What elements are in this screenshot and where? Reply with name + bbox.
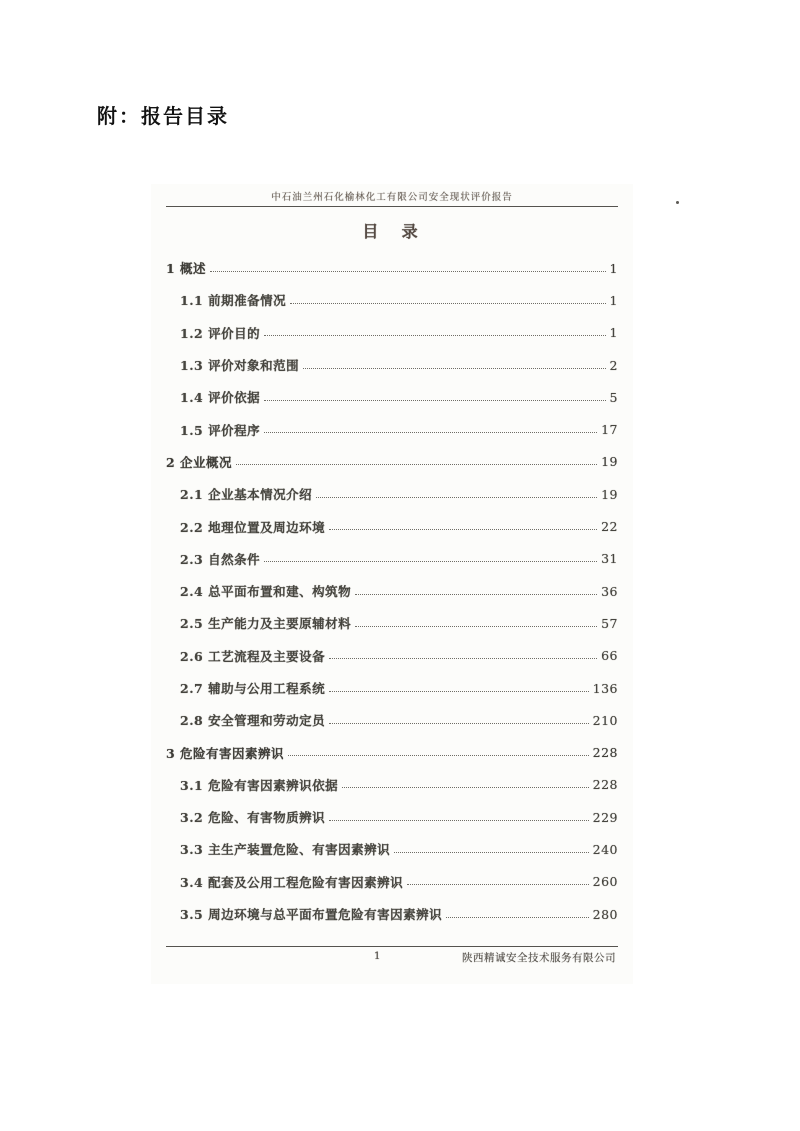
toc-entry-page: 1 [609, 260, 618, 276]
toc-entry-page: 1 [609, 325, 618, 341]
toc-entry [166, 252, 618, 284]
toc-entry [166, 640, 618, 672]
dotted-leader [236, 464, 597, 465]
header-rule [166, 206, 618, 207]
toc-entry-page: 22 [601, 519, 618, 535]
toc-entry [166, 284, 618, 316]
dotted-leader [329, 658, 597, 659]
toc-entry-page: 66 [601, 648, 618, 664]
toc-entry [166, 575, 618, 607]
dotted-leader [303, 368, 605, 369]
toc-entry-page: 260 [592, 874, 618, 890]
toc-entry-label: 1.1 前期准备情况 [180, 293, 287, 309]
toc-entry [166, 543, 618, 575]
toc-entry-label: 1.4 评价依据 [180, 390, 261, 406]
toc-entry-page: 1 [609, 292, 618, 308]
dotted-leader [210, 271, 605, 272]
scan-footer [166, 946, 618, 971]
toc-entry-label: 3.3 主生产装置危险、有害因素辨识 [180, 842, 391, 858]
toc-entry-page: 240 [592, 841, 618, 857]
toc-entry-label: 2.6 工艺流程及主要设备 [180, 648, 326, 664]
toc-entry [166, 349, 618, 381]
toc-entry-label: 2.5 生产能力及主要原辅材料 [180, 616, 352, 632]
toc-entry-label: 2.8 安全管理和劳动定员 [180, 713, 326, 729]
toc-entry-label: 2.3 自然条件 [180, 551, 261, 567]
toc-entry-label: 1 概述 [166, 261, 207, 277]
dotted-leader [288, 755, 589, 756]
toc-entry-page: 17 [601, 422, 618, 438]
dotted-leader [342, 787, 589, 788]
footer-page-number: 1 [373, 950, 381, 963]
toc-list [166, 252, 618, 930]
dotted-leader [264, 400, 605, 401]
dotted-leader [264, 561, 597, 562]
toc-entry-page: 228 [592, 745, 618, 761]
toc-entry [166, 769, 618, 801]
toc-entry [166, 833, 618, 865]
toc-entry-label: 1.3 评价对象和范围 [180, 358, 300, 374]
toc-entry [166, 478, 618, 510]
footer-company: 陕西精诚安全技术服务有限公司 [462, 952, 616, 965]
dotted-leader [407, 884, 589, 885]
report-header-text: 中石油兰州石化榆林化工有限公司安全现状评价报告 [271, 192, 513, 203]
toc-entry-label: 3.2 危险、有害物质辨识 [180, 810, 326, 826]
toc-entry [166, 736, 618, 768]
toc-entry-page: 229 [592, 809, 618, 825]
dotted-leader [394, 852, 589, 853]
toc-entry-label: 3.1 危险有害因素辨识依据 [180, 777, 339, 793]
toc-entry [166, 381, 618, 413]
toc-entry-label: 3 危险有害因素辨识 [166, 745, 285, 761]
toc-entry-label: 2.1 企业基本情况介绍 [180, 487, 313, 503]
toc-entry-page: 19 [601, 454, 618, 470]
toc-entry-label: 2 企业概况 [166, 454, 233, 470]
toc-entry-page: 136 [592, 680, 618, 696]
toc-entry-label: 3.5 周边环境与总平面布置危险有害因素辨识 [180, 907, 443, 923]
attachment-heading: 附：报告目录 [97, 104, 229, 128]
toc-entry [166, 704, 618, 736]
toc-entry-page: 5 [609, 389, 618, 405]
dotted-leader [446, 917, 589, 918]
toc-entry-page: 2 [609, 357, 618, 373]
toc-entry-label: 2.7 辅助与公用工程系统 [180, 681, 326, 696]
dotted-leader [355, 626, 597, 627]
toc-entry-label: 3.4 配套及公用工程危险有害因素辨识 [180, 874, 404, 890]
scanned-toc-page [151, 184, 633, 984]
dotted-leader [329, 691, 589, 692]
toc-entry-label: 2.2 地理位置及周边环境 [180, 519, 326, 535]
dotted-leader [316, 497, 597, 498]
toc-entry [166, 866, 618, 898]
toc-entry-label: 2.4 总平面布置和建、构筑物 [180, 584, 352, 600]
toc-entry-page: 31 [601, 551, 618, 567]
toc-entry-page: 36 [601, 583, 618, 599]
dotted-leader [329, 723, 589, 724]
toc-entry [166, 317, 618, 349]
dotted-leader [329, 529, 597, 530]
toc-entry [166, 672, 618, 704]
toc-entry [166, 510, 618, 542]
toc-entry-label: 1.5 评价程序 [180, 422, 261, 438]
toc-entry-page: 19 [601, 486, 618, 502]
toc-entry [166, 607, 618, 639]
toc-entry-page: 57 [601, 615, 618, 631]
toc-entry-page: 280 [592, 906, 618, 922]
toc-entry [166, 801, 618, 833]
dotted-leader [290, 303, 605, 304]
toc-title: 目 录 [362, 222, 422, 241]
toc-entry-page: 210 [592, 712, 618, 728]
toc-entry-label: 1.2 评价目的 [180, 325, 261, 341]
toc-entry [166, 898, 618, 930]
dotted-leader [355, 594, 597, 595]
toc-entry [166, 446, 618, 478]
dotted-leader [329, 820, 589, 821]
stray-dot-mark [676, 201, 679, 204]
dotted-leader [264, 432, 597, 433]
toc-entry [166, 413, 618, 445]
toc-entry-page: 228 [592, 777, 618, 793]
dotted-leader [264, 335, 605, 336]
